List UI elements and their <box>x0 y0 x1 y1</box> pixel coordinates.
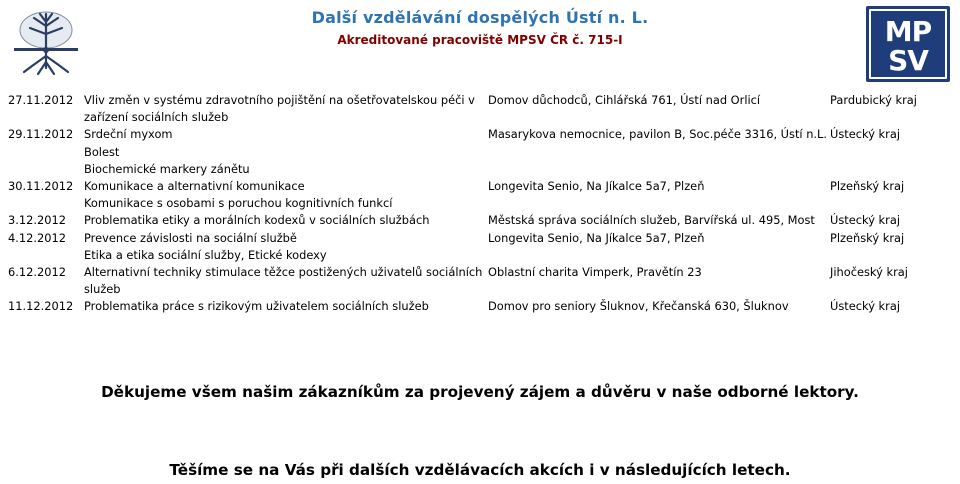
thanks-message: Děkujeme všem našim zákazníkům za projevený zájem a důvěru v naše odborné lektory. <box>101 383 859 401</box>
course-place-line: Domov pro seniory Šluknov, Křečanská 630, Šluknov <box>488 299 789 314</box>
course-topic <box>84 298 488 315</box>
table-row <box>8 92 958 126</box>
course-topic <box>84 230 488 264</box>
course-place-line: Masarykova nemocnice, pavilon B, Soc.péče 3316, Ústí n.L. <box>488 127 828 142</box>
course-region: Ústecký kraj <box>830 299 900 314</box>
course-date: 3.12.2012 <box>8 213 66 228</box>
page-subtitle: Akreditované pracoviště MPSV ČR č. 715-I <box>337 33 623 47</box>
table-row <box>8 230 958 264</box>
course-topic-line: Srdeční myxom <box>84 127 173 142</box>
course-topic <box>84 212 488 229</box>
course-place-line: Longevita Senio, Na Jíkalce 5a7, Plzeň <box>488 230 705 245</box>
course-date: 27.11.2012 <box>8 93 74 107</box>
course-place-line: Městská správa sociálních služeb, Barvířská ul. 495, Most <box>488 213 815 228</box>
course-topic <box>84 264 488 298</box>
course-place <box>488 212 818 229</box>
course-topic-line: Vliv změn v systému zdravotního pojištění na ošetřovatelskou péči v <box>84 93 475 107</box>
table-row <box>8 178 958 212</box>
table-row <box>8 126 958 178</box>
course-topic-line: Biochemické markery zánětu <box>84 161 250 176</box>
course-date: 29.11.2012 <box>8 127 74 142</box>
course-topic-line: Bolest <box>84 144 120 159</box>
course-place <box>488 230 818 247</box>
mpsv-logo-line1: MP <box>884 15 932 48</box>
course-date: 30.11.2012 <box>8 178 74 193</box>
course-topic-line: služeb <box>84 282 121 297</box>
course-date: 6.12.2012 <box>8 264 66 279</box>
course-topic-line: Alternativní techniky stimulace těžce postižených uživatelů sociálních <box>84 264 483 279</box>
course-topic-line: Problematika práce s rizikovým uživatelem sociálních služeb <box>84 299 429 314</box>
course-place-line: Oblastní charita Vimperk, Pravětín 23 <box>488 264 702 279</box>
closing-message: Těšíme se na Vás při dalších vzdělávacích akcích i v následujících letech. <box>169 461 791 479</box>
course-region: Plzeňský kraj <box>830 230 905 245</box>
course-place <box>488 264 818 281</box>
table-row <box>8 264 958 298</box>
course-place <box>488 92 818 109</box>
course-topic-line: Etika a etika sociální služby, Etické kodexy <box>84 247 327 262</box>
page-title: Další vzdělávání dospělých Ústí n. L. <box>311 8 649 27</box>
course-region: Ústecký kraj <box>830 213 900 228</box>
mpsv-logo-line2: SV <box>888 44 928 77</box>
course-topic <box>84 178 488 212</box>
course-place <box>488 126 828 143</box>
course-region: Plzeňský kraj <box>830 178 905 193</box>
course-topic-line: Komunikace s osobami s poruchou kognitivních funkcí <box>84 196 393 211</box>
course-topic <box>84 92 488 126</box>
course-region: Pardubický kraj <box>830 93 917 107</box>
course-place-line: Domov důchodců, Cihlářská 761, Ústí nad Orlicí <box>488 93 761 107</box>
course-place <box>488 178 818 195</box>
course-topic <box>84 126 488 178</box>
course-place <box>488 298 818 315</box>
course-region: Jihočeský kraj <box>830 264 908 279</box>
course-place-line: Longevita Senio, Na Jíkalce 5a7, Plzeň <box>488 178 705 193</box>
course-table <box>8 92 958 316</box>
course-topic-line: zařízení sociálních služeb <box>84 110 229 125</box>
table-row <box>8 212 958 229</box>
course-topic-line: Problematika etiky a morálních kodexů v sociálních službách <box>84 213 430 228</box>
course-topic-line: Prevence závislosti na sociální službě <box>84 230 297 245</box>
course-date: 11.12.2012 <box>8 299 74 314</box>
course-topic-line: Komunikace a alternativní komunikace <box>84 178 305 193</box>
course-region: Ústecký kraj <box>830 127 900 142</box>
table-row <box>8 298 958 315</box>
mpsv-logo <box>866 6 950 82</box>
course-date: 4.12.2012 <box>8 230 66 245</box>
